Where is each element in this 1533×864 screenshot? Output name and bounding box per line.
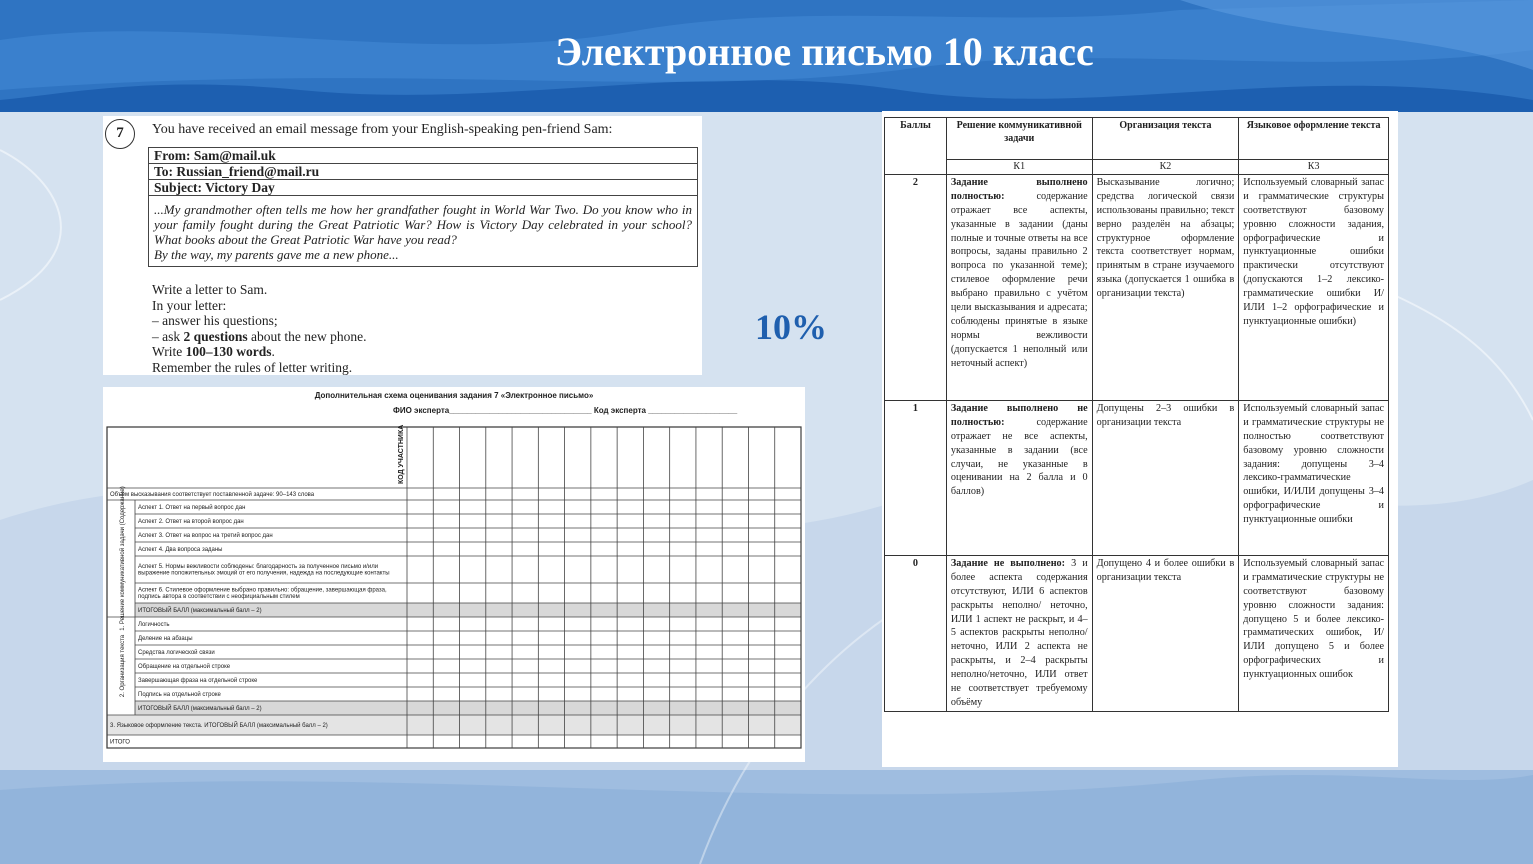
k2-cell: Допущены 2–3 ошибки в организации текста	[1092, 400, 1239, 555]
instruction-text: Write	[152, 344, 186, 360]
task-number: 7	[105, 119, 135, 149]
score-cell: 1	[885, 400, 947, 555]
sheet-row-label	[138, 588, 387, 601]
k1-cell	[946, 555, 1092, 711]
instruction-text: – ask	[152, 328, 184, 344]
k1-text: содержание отражает все аспекты, указанные в задании (даны полные и точные ответы на все вопросы, заданы правильно 2 вопроса по указанной теме); стилевое оформление речи выбрано правильно с учётом цели высказывания и адресата; соблюдены принятые в языке нормы вежливости (допускается 1 неполный или неточный аспект)	[950, 190, 1088, 369]
k3-cell: Используемый словарный запас и грамматические структуры не соответствуют базовому уровню сложности задания: допущено 5 и более лексико-грамматических ошибок, И/ИЛИ допущено 5 и более орфографических и пунктуационных ошибок	[1239, 555, 1389, 711]
k1-text: содержание отражает не все аспекты, указанные в задании (все случаи, не указанные в оценивании на 2 балла и 0 баллов)	[950, 416, 1088, 498]
sheet-row-label-line: Логичность	[138, 621, 170, 628]
percent-label: 10%	[755, 307, 827, 347]
email-from: From: Sam@mail.uk	[149, 148, 697, 164]
k1-lead: Задание выполнено полностью:	[950, 176, 1088, 202]
sheet-row-label-line: Аспект 5. Нормы вежливости соблюдены: благодарность за полученное письмо и/или	[138, 564, 379, 570]
instruction-line: Remember the rules of letter writing.	[152, 359, 353, 375]
email-message-ps: By the way, my parents gave me a new phone...	[154, 247, 399, 262]
sheet-row-label-line: Завершающая фраза на отдельной строке	[138, 677, 258, 684]
k3-cell: Используемый словарный запас и грамматические структуры соответствуют базовому уровню сложности задания, орфографические и пунктуационные ошибки практически отсутствуют (допускаются 1–2 лексико-грамматические ошибки И/ИЛИ 1–2 орфографические и пунктуационные ошибки)	[1239, 174, 1389, 400]
k1-lead: Задание не выполнено:	[950, 557, 1066, 569]
sheet-row-label-line: подпись автора в соответствии с неофициальным стилем	[138, 594, 300, 600]
sheet-row-label-line: 3. Языковое оформление текста. ИТОГОВЫЙ БАЛЛ (максимальный балл – 2)	[110, 722, 328, 729]
k1-lead: Задание выполнено не полностью:	[950, 402, 1088, 428]
scoring-grid	[103, 387, 805, 762]
email-to: To: Russian_friend@mail.ru	[149, 164, 697, 180]
sheet-row-label	[138, 532, 273, 539]
instruction-text: .	[271, 344, 275, 360]
sheet-row-label	[138, 677, 258, 684]
sheet-row-label	[138, 622, 169, 628]
instruction-bold: 100–130 words	[185, 344, 272, 360]
sheet-title: Дополнительная схема оценивания задания 7 «Электронное письмо»	[314, 391, 594, 400]
k1-text: 3 и более аспекта содержания отсутствуют, ИЛИ 6 аспектов раскрыты неполно/ неточно, ИЛИ 1 аспект не раскрыт, и 4–5 аспектов раскрыты неполно/ неточно, ИЛИ 2 аспекта не раскрыты, и 2–4 раскрыты неполно/неточно, ИЛИ ответ не соответствует требуемому объёму	[950, 557, 1088, 708]
criteria-code-row	[885, 160, 1389, 175]
criteria-table	[884, 117, 1389, 712]
sheet-row-label-line: Аспект 3. Ответ на вопрос на третий вопрос дан	[138, 532, 273, 539]
task-instructions	[152, 282, 367, 375]
criteria-row-2	[885, 174, 1389, 400]
sheet-row-label	[138, 504, 245, 511]
sheet-row-label-line: Аспект 6. Стилевое оформление выбрано правильно: обращение, завершающая фраза,	[138, 587, 387, 594]
email-message	[149, 196, 697, 266]
code-label: КОД УЧАСТНИКА	[398, 424, 405, 484]
header-k1: Решение коммуникативной задачи	[946, 118, 1092, 160]
instruction-text: about the new phone.	[247, 328, 367, 344]
sheet-row-label	[110, 739, 130, 745]
sheet-row-label-line: Аспект 2. Ответ на второй вопрос дан	[138, 518, 244, 525]
sheet-row-label-line: ИТОГОВЫЙ БАЛЛ (максимальный балл – 2)	[138, 705, 262, 712]
task-panel	[103, 116, 702, 375]
sheet-row-label-line: ИТОГОВЫЙ БАЛЛ (максимальный балл – 2)	[138, 607, 262, 614]
header-scores: Баллы	[885, 118, 947, 175]
code-k3: К3	[1239, 160, 1389, 175]
criteria-panel	[882, 111, 1398, 767]
sheet-row-label-line: ИТОГО	[110, 739, 130, 746]
instruction-line: Write a letter to Sam.	[152, 282, 268, 297]
sheet-row-label-line: Подпись на отдельной строке	[138, 691, 221, 698]
email-box	[148, 147, 698, 267]
sheet-row-label-line: Аспект 1. Ответ на первый вопрос дан	[138, 504, 246, 511]
task-intro: You have received an email message from your English-speaking pen-friend Sam:	[152, 122, 613, 137]
sheet-row-label-line: Средства логической связи	[138, 649, 215, 656]
sheet-row-label	[138, 547, 223, 553]
criteria-header-row	[885, 118, 1389, 160]
email-subject: Subject: Victory Day	[149, 180, 697, 196]
sheet-row-label	[138, 518, 244, 525]
k3-cell: Используемый словарный запас и грамматические структуры не полностью соответствуют базовому уровню сложности задания: допущены 3–4 лексико-грамматические ошибки, И/ИЛИ допущены 3–4 орфографические и пунктуационные ошибки	[1239, 400, 1389, 555]
code-k1: К1	[946, 160, 1092, 175]
criteria-row-1	[885, 400, 1389, 555]
code-k2: К2	[1092, 160, 1239, 175]
sheet-row-label	[138, 704, 262, 712]
sheet-row-label	[138, 606, 262, 614]
sheet-row-label	[138, 649, 215, 656]
k1-cell	[946, 400, 1092, 555]
score-cell: 0	[885, 555, 947, 711]
sheet-row-label-line: выражение положительных эмоций от его получения, надежда на последующие контакты	[138, 570, 390, 577]
sheet-row-label	[138, 564, 390, 577]
sheet-row-label	[138, 663, 231, 670]
scoring-sheet	[103, 387, 805, 762]
k2-cell: Допущено 4 и более ошибки в организации текста	[1092, 555, 1239, 711]
instruction-line: In your letter:	[152, 297, 227, 313]
sheet-row-label	[138, 636, 193, 642]
sheet-row-label-line: Объём высказывания соответствует поставленной задаче: 90–143 слова	[110, 491, 315, 498]
header-k3: Языковое оформление текста	[1239, 118, 1389, 160]
criteria-row-0	[885, 555, 1389, 711]
email-message-body: ...My grandmother often tells me how her grandfather fought in World War Two. Do you know who in your family fought during the Great Patriotic War? How is Victory Day celebrated in your school? What books about the Great Patriotic War have you read?	[154, 202, 692, 247]
sheet-row-label	[110, 491, 315, 498]
instruction-line	[152, 329, 367, 345]
score-cell: 2	[885, 174, 947, 400]
group2-label: 2. Организация текста	[120, 634, 126, 698]
instruction-line	[152, 344, 367, 360]
group1-label: 1. Решение коммуникативной задачи (Содержание)	[120, 486, 126, 631]
instruction-line: – answer his questions;	[152, 313, 278, 329]
k1-cell	[946, 174, 1092, 400]
sheet-row-label-line: Деление на абзацы	[138, 635, 193, 642]
instruction-bold: 2 questions	[183, 328, 248, 344]
k2-cell: Высказывание логично; средства логической связи использованы правильно; текст верно разделён на абзацы; структурное оформление текста соответствует нормам, принятым в стране изучаемого языка (допускается 1 ошибка в организации текста)	[1092, 174, 1239, 400]
sheet-row-label	[138, 691, 222, 698]
sheet-row-label-line: Аспект 4. Два вопроса заданы	[138, 546, 223, 553]
sheet-expert-line: ФИО эксперта________________________________ Код эксперта ____________________	[393, 406, 738, 415]
header-k2: Организация текста	[1092, 118, 1239, 160]
sheet-row-label	[110, 721, 328, 729]
slide-title: Электронное письмо 10 класс	[555, 29, 1094, 74]
sheet-row-label-line: Обращение на отдельной строке	[138, 663, 231, 670]
